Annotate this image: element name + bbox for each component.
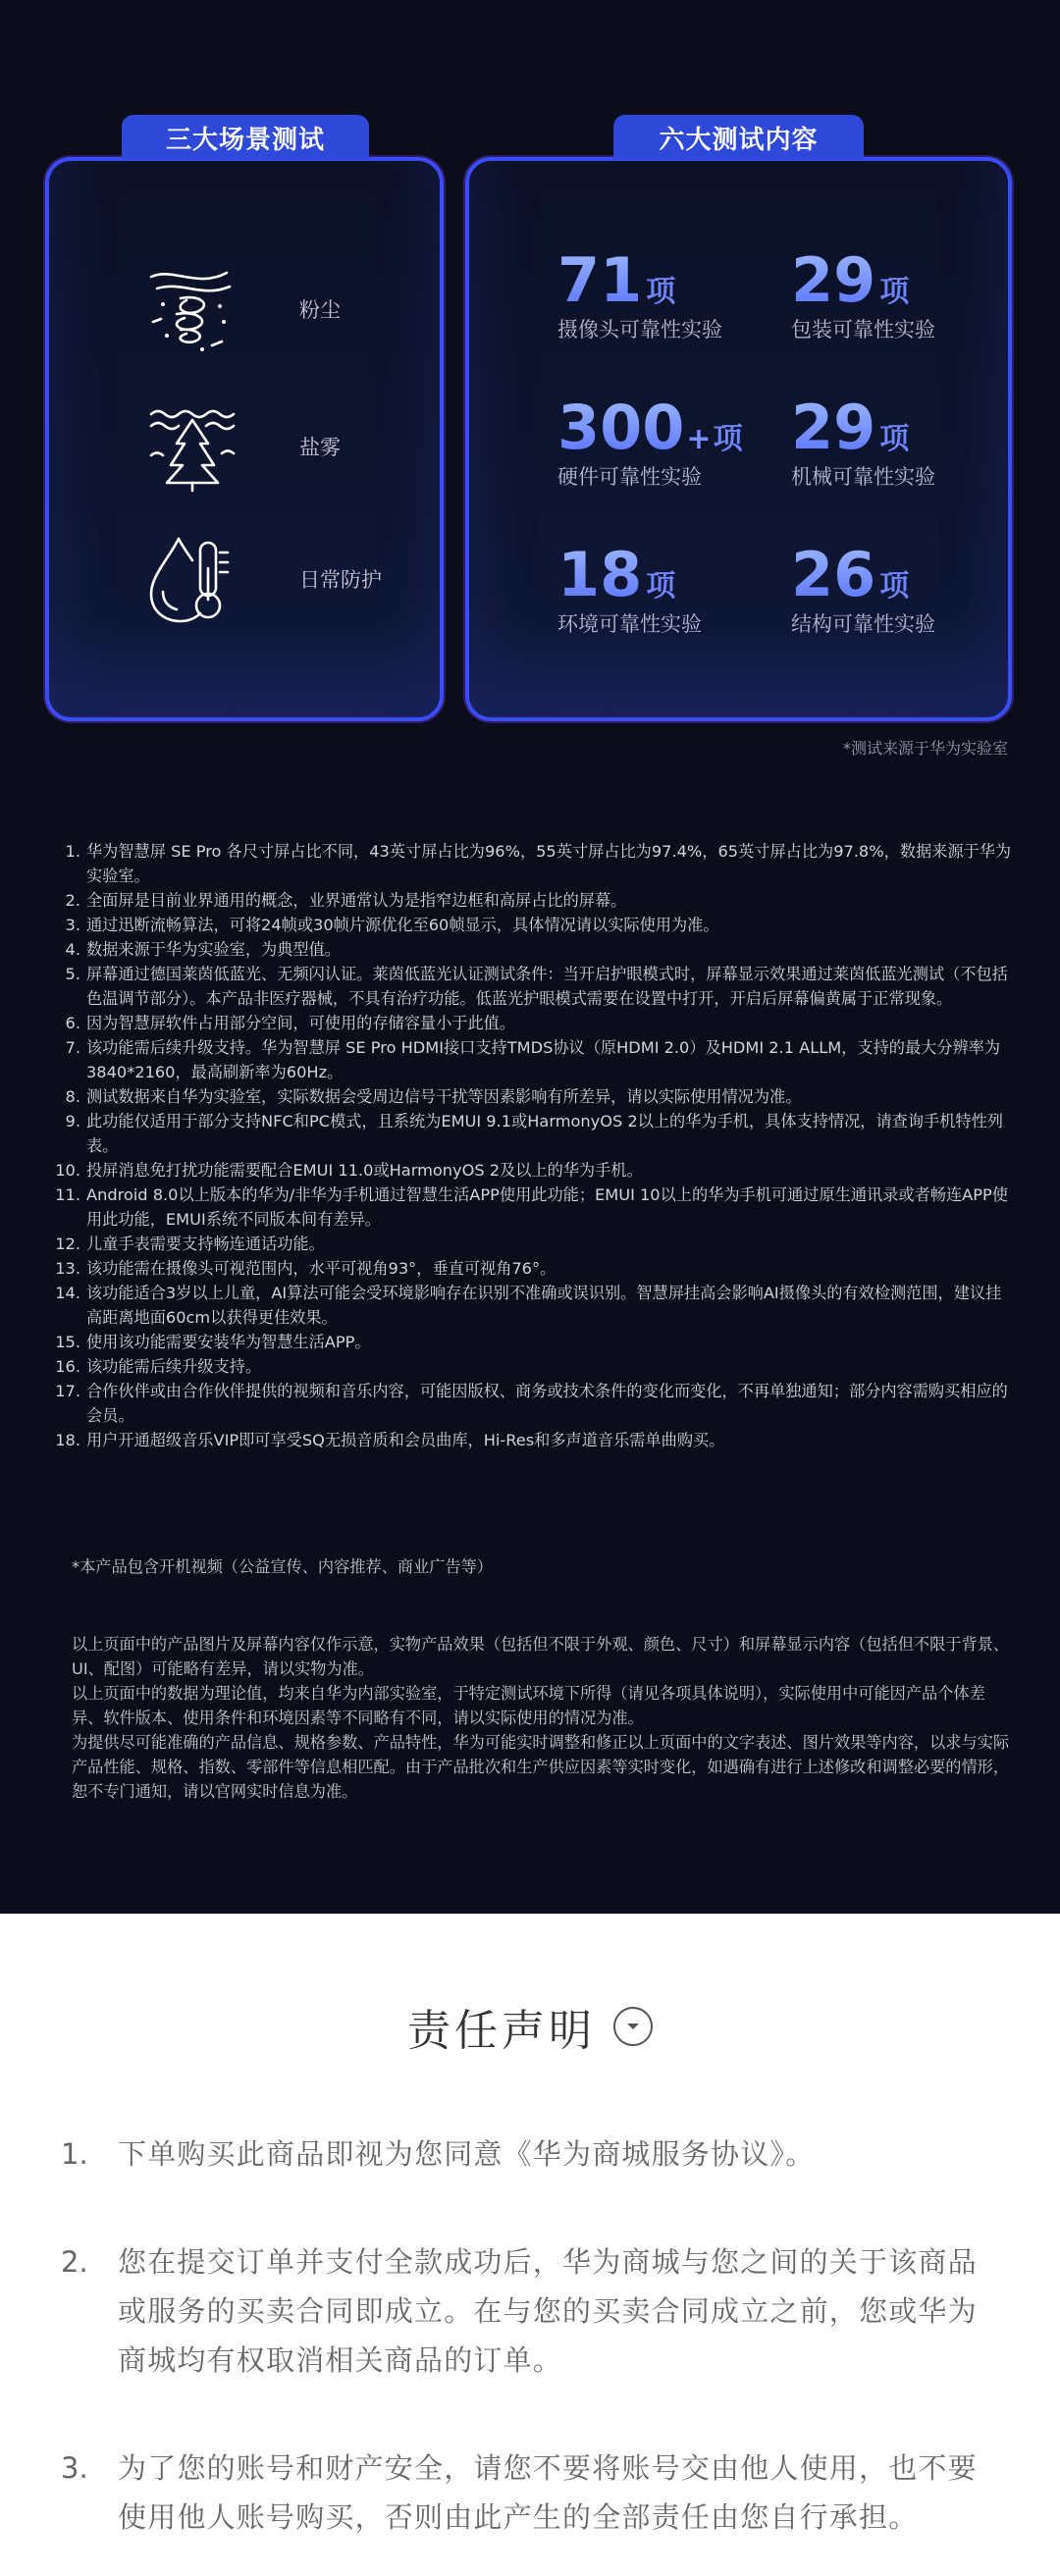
scene-label-dust: 粉尘 [299, 298, 341, 322]
stat-packaging [791, 244, 1027, 343]
footnote-item: 11. Android 8.0以上版本的华为/非华为手机通过智慧生活APP使用此功能；EMUI 10以上的华为手机可通过原生通讯录或者畅连APP使用此功能，EMUI系统不同版本间有差异。 [55, 1185, 1008, 1229]
disclaimer-paragraph: 为提供尽可能准确的产品信息、规格参数、产品特性，华为可能实时调整和修正以上页面中的文字表述、图片效果等内容，以求与实际产品性能、规格、指数、零部件等信息相匹配。由于产品批次和生产供应因素等实时变化，如遇确有进行上述修改和调整必要的情形，恕不专门通知，请以官网实时信息为准。 [72, 1733, 1010, 1801]
stat-unit: 项 [879, 569, 910, 604]
boot-video-note: *本产品包含开机视频（公益宣传、内容推荐、商业广告等） [72, 1557, 493, 1576]
footnote-item: 15. 使用该功能需要安装华为智慧生活APP。 [55, 1333, 371, 1351]
test-content-tab: 六大测试内容 [613, 115, 864, 160]
stat-unit: 项 [879, 422, 910, 456]
disclaimer-paragraph: 以上页面中的产品图片及屏幕内容仅作示意，实物产品效果（包括但不限于外观、颜色、尺寸）和屏幕显示内容（包括但不限于背景、UI、配图）可能略有差异，请以实物为准。 [72, 1635, 1010, 1678]
stat-hardware [557, 392, 793, 491]
footnote-item: 3. 通过迅断流畅算法，可将24帧或30帧片源优化至60帧显示，具体情况请以实际使用为准。 [65, 916, 719, 934]
footnote-item: 13. 该功能需在摄像头可视范围内，水平可视角93°，垂直可视角76°。 [55, 1259, 556, 1278]
water-drop-thermometer-icon [143, 529, 241, 627]
footnote-list [53, 839, 1015, 1452]
footnote-item: 8. 测试数据来自华为实验室，实际数据会受周边信号干扰等因素影响有所差异，请以实际使用情况为准。 [65, 1087, 802, 1106]
footnote-item: 10. 投屏消息免打扰功能需要配合EMUI 11.0或HarmonyOS 2及以上的华为手机。 [55, 1161, 643, 1180]
stat-camera [557, 244, 793, 343]
stat-number: 300 [557, 392, 685, 463]
stat-desc: 结构可靠性实验 [791, 612, 935, 636]
footnote-item: 9. 此功能仅适用于部分支持NFC和PC模式，且系统为EMUI 9.1或HarmonyOS 2以上的华为手机，具体支持情况，请查询手机特性列表。 [65, 1112, 1003, 1155]
footnote-item: 7. 该功能需后续升级支持。华为智慧屏 SE Pro HDMI接口支持TMDS协议（原HDMI 2.0）及HDMI 2.1 ALLM，支持的最大分辨率为3840*2160，最高刷新率为60Hz。 [65, 1038, 1001, 1081]
footnote-item: 2. 全面屏是目前业界通用的概念，业界通常认为是指窄边框和高屏占比的屏幕。 [65, 891, 627, 910]
responsibility-item-2: 2. 您在提交订单并支付全款成功后，华为商城与您之间的关于该商品或服务的买卖合同即成立。在与您的买卖合同成立之前，您或华为商城均有权取消相关商品的订单。 [61, 2237, 1003, 2385]
responsibility-item-3: 3. 为了您的账号和财产安全，请您不要将账号交由他人使用，也不要使用他人账号购买，否则由此产生的全部责任由您自行承担。 [61, 2444, 1003, 2542]
stat-environment [557, 539, 793, 638]
stat-number: 26 [791, 539, 876, 610]
responsibility-text: 您在提交订单并支付全款成功后，华为商城与您之间的关于该商品或服务的买卖合同即成立。在与您的买卖合同成立之前，您或华为商城均有权取消相关商品的订单。 [118, 2245, 978, 2377]
stat-desc: 机械可靠性实验 [791, 465, 935, 489]
footnote-item: 14. 该功能适合3岁以上儿童，AI算法可能会受环境影响存在识别不准确或误识别。智慧屏挂高会影响AI摄像头的有效检测范围，建议挂高距离地面60cm以获得更佳效果。 [55, 1284, 1002, 1327]
responsibility-item-1: 1. 下单购买此商品即视为您同意《华为商城服务协议》。 [61, 2129, 1003, 2179]
stat-unit: 项 [713, 422, 743, 456]
stat-number: 18 [557, 539, 643, 610]
stat-desc: 环境可靠性实验 [557, 612, 702, 636]
stat-number: 29 [791, 244, 876, 316]
stat-desc: 摄像头可靠性实验 [557, 318, 722, 342]
chevron-down-icon[interactable] [613, 2007, 653, 2046]
responsibility-text: 下单购买此商品即视为您同意《华为商城服务协议》。 [118, 2137, 816, 2171]
disclaimer-paragraph: 以上页面中的数据为理论值，均来自华为内部实验室，于特定测试环境下所得（请见各项具体说明），实际使用中可能因产品个体差异、软件版本、使用条件和环境因素等不同略有不同，请以实际使用的情况为准。 [72, 1684, 985, 1727]
footnote-item: 12. 儿童手表需要支持畅连通话功能。 [55, 1235, 325, 1253]
test-content-panel [465, 157, 1012, 721]
stat-desc: 包装可靠性实验 [791, 318, 935, 342]
salt-fog-tree-icon [143, 396, 241, 495]
stat-unit: 项 [646, 569, 676, 604]
footnote-item: 4. 数据来源于华为实验室，为典型值。 [65, 940, 341, 959]
footnote-item: 5. 屏幕通过德国莱茵低蓝光、无频闪认证。莱茵低蓝光认证测试条件：当开启护眼模式时，屏幕显示效果通过莱茵低蓝光测试（不包括色温调节部分）。本产品非医疗器械，不具有治疗功能。低蓝光护眼模式需要在设置中打开，开启后屏幕偏黄属于正常现象。 [65, 965, 1008, 1008]
responsibility-text: 为了您的账号和财产安全，请您不要将账号交由他人使用，也不要使用他人账号购买，否则由此产生的全部责任由您自行承担。 [118, 2451, 978, 2534]
scene-daily-protection [49, 529, 440, 647]
footnote-item: 1. 华为智慧屏 SE Pro 各尺寸屏占比不同，43英寸屏占比为96%，55英寸屏占比为97.4%，65英寸屏占比为97.8%，数据来源于华为实验室。 [65, 842, 1012, 885]
scene-tests-panel [45, 157, 444, 721]
scene-dust [49, 259, 440, 377]
stat-desc: 硬件可靠性实验 [557, 465, 702, 489]
scene-label-salt-fog: 盐雾 [299, 436, 341, 459]
dust-wind-icon [143, 259, 241, 357]
footnote-item: 16. 该功能需后续升级支持。 [55, 1357, 262, 1376]
stat-number: 71 [557, 244, 643, 316]
scene-salt-fog [49, 396, 440, 514]
scene-label-daily-protection: 日常防护 [299, 568, 382, 592]
footnote-item: 17. 合作伙伴或由合作伙伴提供的视频和音乐内容，可能因版权、商务或技术条件的变化而变化，不再单独通知；部分内容需购买相应的会员。 [55, 1382, 1008, 1425]
responsibility-header[interactable] [0, 1992, 1060, 2061]
stat-plus: + [686, 422, 712, 456]
stat-unit: 项 [646, 275, 676, 309]
footnote-item: 6. 因为智慧屏软件占用部分空间，可使用的存储容量小于此值。 [65, 1014, 516, 1032]
stat-mechanical [791, 392, 1027, 491]
scene-tests-tab: 三大场景测试 [122, 115, 369, 160]
stat-structure [791, 539, 1027, 638]
responsibility-title: 责任声明 [407, 2006, 596, 2056]
footnote-item: 18. 用户开通超级音乐VIP即可享受SQ无损音质和会员曲库，Hi-Res和多声道音乐需单曲购买。 [55, 1431, 725, 1449]
stat-number: 29 [791, 392, 876, 463]
stat-unit: 项 [879, 275, 910, 309]
product-disclaimer [72, 1632, 1012, 1804]
test-source-note: *测试来源于华为实验室 [842, 739, 1008, 758]
